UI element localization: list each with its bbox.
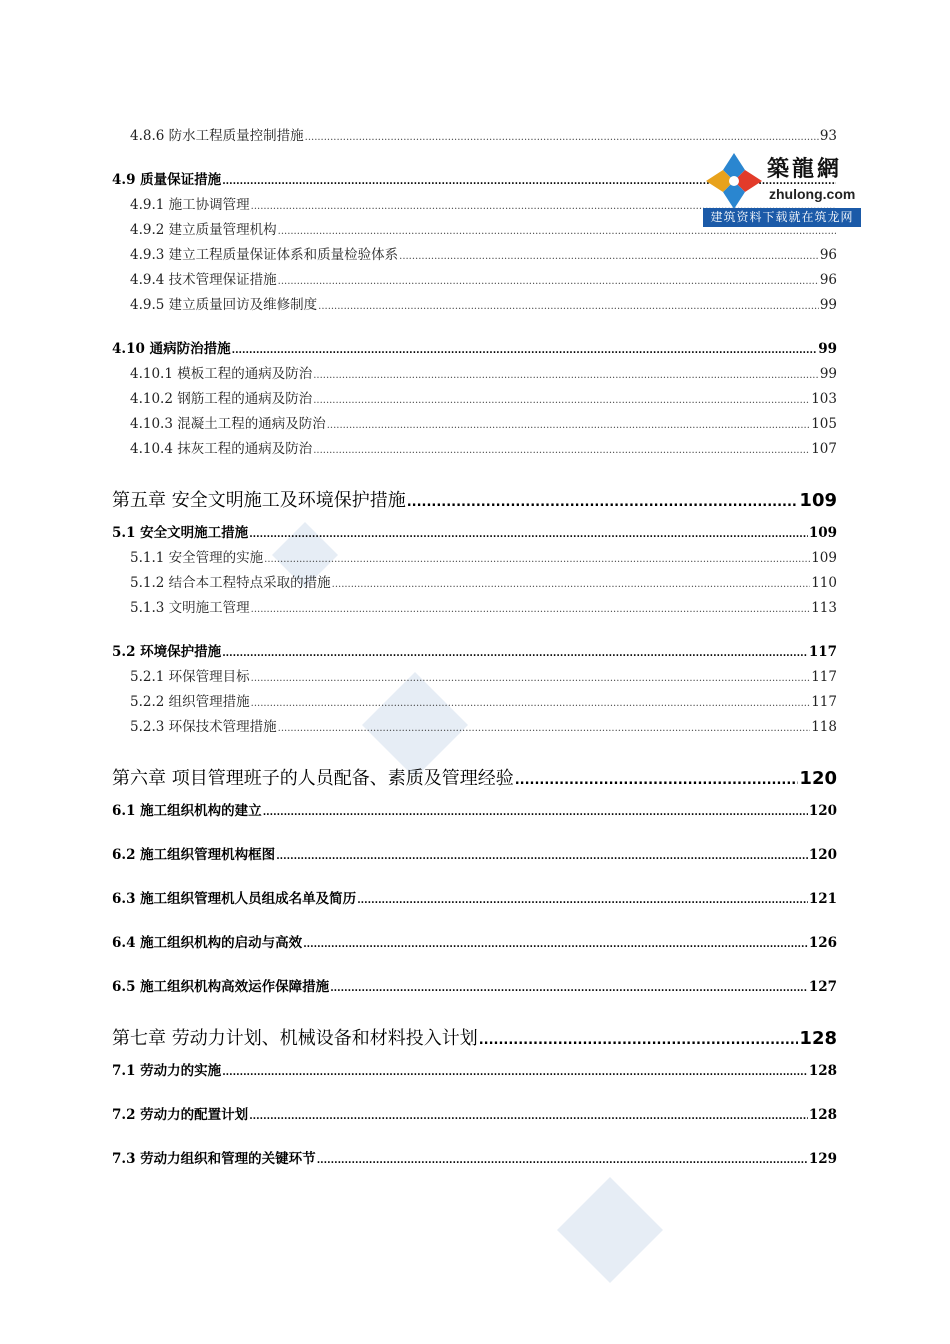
toc-entry-page: 128 xyxy=(808,1063,837,1079)
toc-entry-label: 4.10.2 钢筋工程的通病及防治 xyxy=(130,391,313,407)
toc-leader-dots xyxy=(479,1019,799,1061)
toc-leader-dots xyxy=(313,437,810,463)
toc-entry-chap[interactable] xyxy=(112,1019,837,1059)
toc-entry-page: 129 xyxy=(808,1151,837,1167)
toc-entry-label: 4.9.3 建立工程质量保证体系和质量检验体系 xyxy=(130,247,399,263)
toc-entry-label: 4.9.4 技术管理保证措施 xyxy=(130,272,277,288)
toc-entry-page: 103 xyxy=(811,391,837,407)
toc-leader-dots xyxy=(276,843,808,869)
toc-entry-label: 7.3 劳动力组织和管理的关键环节 xyxy=(112,1151,316,1167)
toc-entry-label: 5.2.2 组织管理措施 xyxy=(130,694,250,710)
toc-spacer xyxy=(112,318,837,337)
toc-entry-sub[interactable] xyxy=(112,293,837,318)
toc-spacer xyxy=(112,462,837,481)
toc-spacer xyxy=(112,621,837,640)
toc-entry-sec[interactable] xyxy=(112,640,837,665)
toc-leader-dots xyxy=(407,481,799,523)
toc-entry-label: 5.2.1 环保管理目标 xyxy=(130,669,250,685)
toc-entry-sub[interactable] xyxy=(112,437,837,462)
toc-entry-page: 93 xyxy=(819,128,837,144)
toc-entry-label: 5.2 环境保护措施 xyxy=(112,644,222,660)
toc-leader-dots xyxy=(317,1147,808,1173)
toc-entry-label: 4.10.1 模板工程的通病及防治 xyxy=(130,366,313,382)
toc-leader-dots xyxy=(399,243,819,269)
logo-name: 築龍網 xyxy=(767,156,843,182)
toc-entry-label: 6.2 施工组织管理机构框图 xyxy=(112,847,276,863)
toc-entry-sec[interactable] xyxy=(112,337,837,362)
toc-entry-sec[interactable] xyxy=(112,1059,837,1084)
toc-entry-sec[interactable] xyxy=(112,843,837,868)
toc-entry-label: 4.10.4 抹灰工程的通病及防治 xyxy=(130,441,313,457)
zhulong-snowflake-icon xyxy=(705,152,763,210)
toc-entry-sub[interactable] xyxy=(112,546,837,571)
toc-entry-page: 120 xyxy=(808,847,837,863)
toc-leader-dots xyxy=(515,759,799,801)
toc-entry-sec[interactable] xyxy=(112,1103,837,1128)
toc-entry-page: 109 xyxy=(811,550,837,566)
toc-entry-page: 127 xyxy=(808,979,837,995)
toc-entry-page: 121 xyxy=(808,891,837,907)
toc-entry-label: 5.1.2 结合本工程特点采取的措施 xyxy=(130,575,331,591)
toc-leader-dots xyxy=(249,521,808,547)
toc-entry-sub[interactable] xyxy=(112,387,837,412)
toc-entry-page: 126 xyxy=(808,935,837,951)
toc-entry-page: 118 xyxy=(811,719,837,735)
toc-leader-dots xyxy=(222,1059,808,1085)
toc-entry-label: 6.1 施工组织机构的建立 xyxy=(112,803,262,819)
toc-entry-label: 5.1 安全文明施工措施 xyxy=(112,525,249,541)
toc-entry-sub[interactable] xyxy=(112,124,837,149)
toc-entry-page: 128 xyxy=(808,1107,837,1123)
toc-entry-sub[interactable] xyxy=(112,596,837,621)
toc-entry-page: 120 xyxy=(799,768,837,789)
toc-leader-dots xyxy=(332,571,811,597)
logo-domain: zhulong.com xyxy=(769,186,856,202)
toc-entry-label: 4.9.5 建立质量回访及维修制度 xyxy=(130,297,318,313)
toc-entry-sec[interactable] xyxy=(112,975,837,1000)
toc-spacer xyxy=(112,912,837,931)
toc-leader-dots xyxy=(264,546,810,572)
toc-entry-label: 4.10 通病防治措施 xyxy=(112,341,231,357)
toc-entry-page: 117 xyxy=(811,669,837,685)
toc-spacer xyxy=(112,1000,837,1019)
toc-entry-label: 第五章 安全文明施工及环境保护措施 xyxy=(112,490,406,511)
toc-entry-sub[interactable] xyxy=(112,715,837,740)
toc-entry-sub[interactable] xyxy=(112,412,837,437)
toc-entry-label: 第七章 劳动力计划、机械设备和材料投入计划 xyxy=(112,1028,478,1049)
toc-entry-page: 128 xyxy=(799,1028,837,1049)
zhulong-logo[interactable] xyxy=(703,150,861,228)
toc-entry-page: 113 xyxy=(811,600,837,616)
toc-leader-dots xyxy=(278,715,811,741)
toc-entry-page: 107 xyxy=(811,441,837,457)
toc-entry-label: 第六章 项目管理班子的人员配备、素质及管理经验 xyxy=(112,768,514,789)
toc-entry-sec[interactable] xyxy=(112,799,837,824)
toc-entry-page: 120 xyxy=(808,803,837,819)
toc-leader-dots xyxy=(305,124,819,150)
toc-leader-dots xyxy=(327,412,810,438)
toc-entry-label: 5.1.1 安全管理的实施 xyxy=(130,550,264,566)
toc-spacer xyxy=(112,1128,837,1147)
toc-entry-label: 4.9.2 建立质量管理机构 xyxy=(130,222,277,238)
toc-entry-label: 7.1 劳动力的实施 xyxy=(112,1063,222,1079)
logo-tagline: 建筑资料下载就在筑龙网 xyxy=(703,208,861,227)
toc-leader-dots xyxy=(318,293,819,319)
toc-entry-page: 117 xyxy=(808,644,837,660)
toc-entry-page: 99 xyxy=(819,366,837,382)
toc-leader-dots xyxy=(249,1103,808,1129)
toc-leader-dots xyxy=(303,931,808,957)
toc-entry-sec[interactable] xyxy=(112,931,837,956)
toc-leader-dots xyxy=(278,268,819,294)
toc-entry-page: 96 xyxy=(819,272,837,288)
toc-entry-page: 110 xyxy=(811,575,837,591)
toc-spacer xyxy=(112,956,837,975)
toc-leader-dots xyxy=(263,799,808,825)
toc-entry-page: 117 xyxy=(811,694,837,710)
toc-leader-dots xyxy=(313,362,819,388)
toc-spacer xyxy=(112,1084,837,1103)
toc-entry-label: 6.4 施工组织机构的启动与高效 xyxy=(112,935,303,951)
toc-entry-sub[interactable] xyxy=(112,571,837,596)
toc-spacer xyxy=(112,868,837,887)
toc-leader-dots xyxy=(251,690,811,716)
toc-entry-label: 6.5 施工组织机构高效运作保障措施 xyxy=(112,979,330,995)
toc-entry-page: 99 xyxy=(819,297,837,313)
toc-entry-sub[interactable] xyxy=(112,690,837,715)
toc-leader-dots xyxy=(313,387,810,413)
toc-leader-dots xyxy=(330,975,808,1001)
toc-entry-sub[interactable] xyxy=(112,665,837,690)
toc-entry-label: 4.9.1 施工协调管理 xyxy=(130,197,250,213)
toc-entry-page: 96 xyxy=(819,247,837,263)
toc-spacer xyxy=(112,740,837,759)
toc-entry-label: 4.8.6 防水工程质量控制措施 xyxy=(130,128,304,144)
toc-entry-sec[interactable] xyxy=(112,521,837,546)
toc-entry-sec[interactable] xyxy=(112,1147,837,1172)
table-of-contents xyxy=(112,124,837,1172)
toc-entry-sub[interactable] xyxy=(112,243,837,268)
toc-entry-label: 4.9 质量保证措施 xyxy=(112,172,222,188)
toc-entry-chap[interactable] xyxy=(112,481,837,521)
toc-leader-dots xyxy=(222,640,808,666)
toc-entry-sub[interactable] xyxy=(112,362,837,387)
toc-entry-label: 4.10.3 混凝土工程的通病及防治 xyxy=(130,416,326,432)
toc-entry-label: 6.3 施工组织管理机人员组成名单及简历 xyxy=(112,891,357,907)
toc-entry-page: 109 xyxy=(808,525,837,541)
toc-entry-sec[interactable] xyxy=(112,887,837,912)
toc-entry-page: 109 xyxy=(799,490,837,511)
toc-leader-dots xyxy=(357,887,808,913)
toc-entry-chap[interactable] xyxy=(112,759,837,799)
toc-entry-label: 5.2.3 环保技术管理措施 xyxy=(130,719,277,735)
toc-spacer xyxy=(112,824,837,843)
toc-leader-dots xyxy=(251,665,811,691)
toc-entry-page: 99 xyxy=(818,341,837,357)
watermark-logo-icon xyxy=(555,1175,665,1285)
toc-leader-dots xyxy=(232,337,818,363)
toc-entry-page: 105 xyxy=(811,416,837,432)
toc-entry-label: 5.1.3 文明施工管理 xyxy=(130,600,250,616)
toc-entry-label: 7.2 劳动力的配置计划 xyxy=(112,1107,249,1123)
toc-entry-sub[interactable] xyxy=(112,268,837,293)
toc-leader-dots xyxy=(251,596,811,622)
